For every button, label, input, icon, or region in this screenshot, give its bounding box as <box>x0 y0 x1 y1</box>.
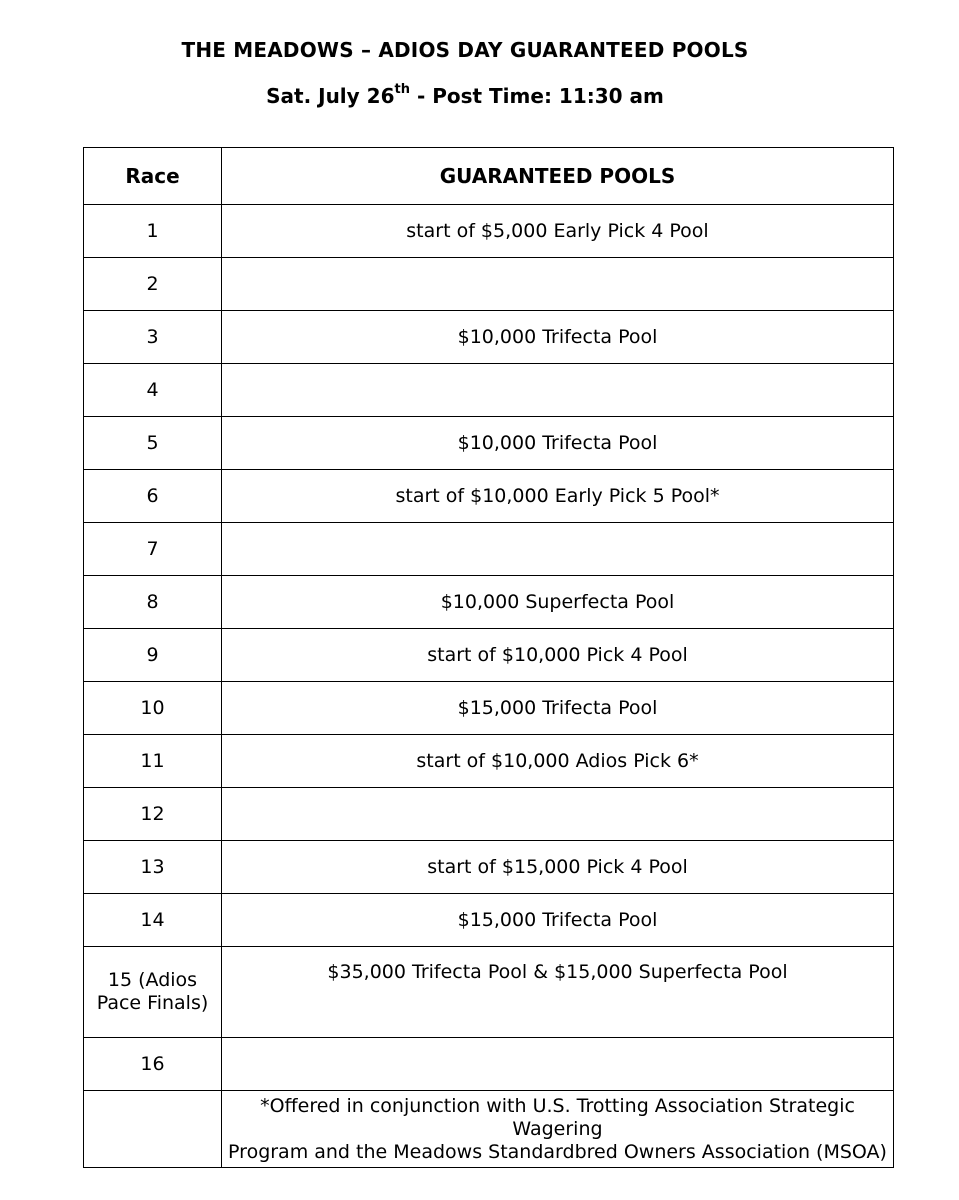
race-number: 11 <box>84 735 222 788</box>
race-number <box>84 947 222 1038</box>
race-number: 16 <box>84 1038 222 1091</box>
pool-description <box>222 788 894 841</box>
page-title: THE MEADOWS – ADIOS DAY GUARANTEED POOLS <box>181 38 749 62</box>
footnote-row <box>84 1091 894 1168</box>
pool-description: $15,000 Trifecta Pool <box>222 682 894 735</box>
race-name-line: Pace Finals) <box>96 992 209 1014</box>
pool-description: $15,000 Trifecta Pool <box>222 894 894 947</box>
race-number: 4 <box>84 364 222 417</box>
subtitle-date: Sat. July 26 <box>266 84 395 108</box>
race-number: 2 <box>84 258 222 311</box>
footnote-line: *Offered in conjunction with U.S. Trotting Association Strategic Wagering <box>260 1094 855 1140</box>
pool-description: $35,000 Trifecta Pool & $15,000 Superfecta Pool <box>222 947 894 1038</box>
footnote-text <box>222 1091 894 1168</box>
pool-description: start of $10,000 Pick 4 Pool <box>222 629 894 682</box>
pool-description <box>222 1038 894 1091</box>
table-row <box>84 841 894 894</box>
table-header-row <box>84 148 894 205</box>
table-row <box>84 417 894 470</box>
race-number: 7 <box>84 523 222 576</box>
race-number: 8 <box>84 576 222 629</box>
footnote-race-cell <box>84 1091 222 1168</box>
race-number: 10 <box>84 682 222 735</box>
pool-description: $10,000 Trifecta Pool <box>222 311 894 364</box>
race-number: 12 <box>84 788 222 841</box>
table-row <box>84 788 894 841</box>
table-row <box>84 629 894 682</box>
table-row <box>84 311 894 364</box>
pool-description <box>222 523 894 576</box>
race-number: 5 <box>84 417 222 470</box>
table-row <box>84 947 894 1038</box>
table-row <box>84 682 894 735</box>
table-row <box>84 470 894 523</box>
table-row <box>84 523 894 576</box>
pool-description: start of $10,000 Adios Pick 6* <box>222 735 894 788</box>
pools-column-header: GUARANTEED POOLS <box>222 148 894 205</box>
table-row <box>84 894 894 947</box>
pool-description: $10,000 Superfecta Pool <box>222 576 894 629</box>
table-row <box>84 735 894 788</box>
race-number: 1 <box>84 205 222 258</box>
race-number: 3 <box>84 311 222 364</box>
table-row <box>84 205 894 258</box>
race-number: 9 <box>84 629 222 682</box>
pool-description: start of $5,000 Early Pick 4 Pool <box>222 205 894 258</box>
table-row <box>84 576 894 629</box>
table-row <box>84 364 894 417</box>
pool-description <box>222 364 894 417</box>
race-number: 6 <box>84 470 222 523</box>
race-name-line: 15 (Adios <box>107 969 198 991</box>
table-row <box>84 1038 894 1091</box>
pool-description: start of $10,000 Early Pick 5 Pool* <box>222 470 894 523</box>
table-row <box>84 258 894 311</box>
pool-description <box>222 258 894 311</box>
race-number: 14 <box>84 894 222 947</box>
subtitle-date-suffix: th <box>394 82 410 98</box>
pool-description: start of $15,000 Pick 4 Pool <box>222 841 894 894</box>
race-number: 13 <box>84 841 222 894</box>
page-subtitle <box>0 84 930 108</box>
pool-description: $10,000 Trifecta Pool <box>222 417 894 470</box>
race-column-header: Race <box>84 148 222 205</box>
subtitle-post-time: - Post Time: 11:30 am <box>409 84 664 108</box>
footnote-line: Program and the Meadows Standardbred Owners Association (MSOA) <box>228 1140 887 1163</box>
guaranteed-pools-table <box>83 147 894 1168</box>
